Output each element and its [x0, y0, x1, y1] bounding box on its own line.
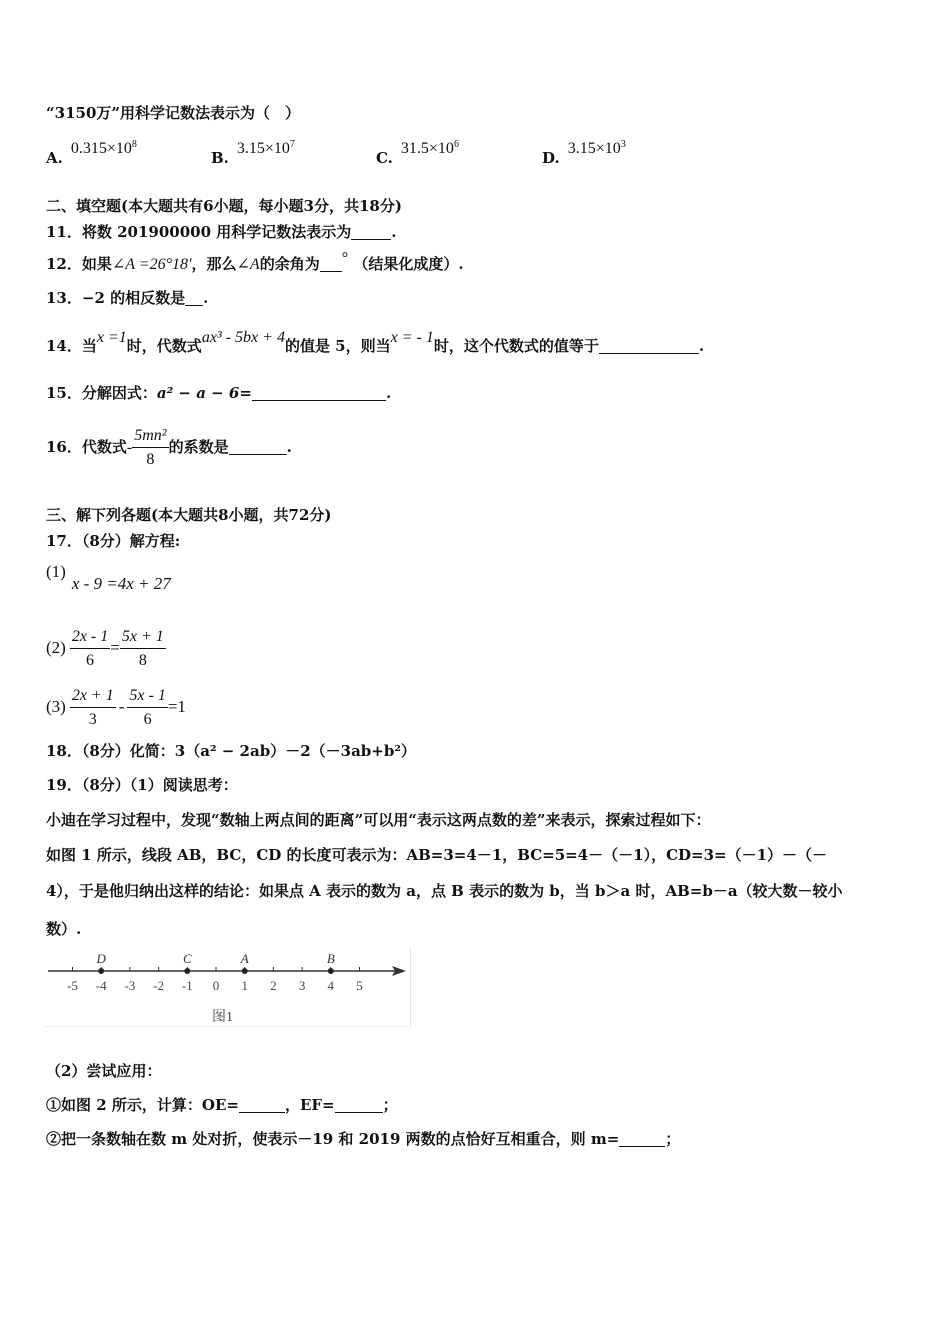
point-label-c: C — [182, 951, 192, 966]
numerator: 2x + 1 — [70, 686, 116, 708]
point-dot-c — [184, 968, 190, 974]
answer-blank[interactable] — [252, 385, 386, 401]
point-label-d: D — [96, 951, 106, 966]
equation-label: (1) — [46, 562, 66, 581]
tick-label: -5 — [67, 978, 78, 993]
question-end: . — [203, 289, 209, 307]
tick-label: 5 — [356, 978, 363, 993]
tick-label: 4 — [327, 978, 335, 993]
equation-label: (3) — [46, 697, 66, 716]
question-text: 的值是 5，则当 — [284, 337, 391, 355]
tick-label: 2 — [270, 978, 277, 993]
figure-caption: 图1 — [212, 1010, 233, 1025]
question-end: ； — [665, 1130, 681, 1148]
question-text: 时，代数式 — [126, 337, 202, 355]
option-b[interactable] — [211, 139, 295, 168]
question-12 — [46, 250, 464, 275]
question-17-head: 17．（8分）解方程: — [46, 532, 181, 550]
question-end: . — [385, 384, 392, 402]
question-14 — [46, 329, 705, 357]
math-expr: x = - 1 — [390, 329, 434, 346]
option-label: D. — [542, 149, 560, 167]
question-text: 将数 201900000 用科学记数法表示为 — [81, 223, 352, 241]
fraction — [132, 426, 168, 470]
math-angle: ∠A — [236, 256, 260, 273]
question-text: ②把一条数轴在数 m 处对折，使表示－19 和 2019 两数的点恰好互相重合，则 m= — [46, 1130, 620, 1148]
question-18: 18．（8分）化简：3（a² − 2ab）－2（－3ab+b²） — [46, 742, 416, 760]
paragraph-line: 如图 1 所示，线段 AB，BC，CD 的长度可表示为：AB=3=4－1，BC=5=4－（－1），CD=3=（－1）－（－ — [46, 846, 828, 864]
numerator: 5mn² — [132, 426, 168, 448]
question-19-item1 — [46, 1095, 398, 1115]
question-end: . — [391, 223, 397, 241]
option-value: 31.5×10 — [400, 140, 454, 157]
question-text: ，那么 — [191, 255, 237, 273]
option-c[interactable] — [376, 139, 459, 168]
math-angle: ∠A =26°18′ — [111, 256, 192, 273]
question-text: 的系数是 — [168, 438, 229, 456]
option-exponent: 3 — [620, 139, 626, 150]
minus-sign: - — [118, 697, 125, 716]
question-text: 如果 — [81, 255, 112, 273]
question-number: 14． — [46, 337, 82, 355]
denominator: 8 — [146, 451, 155, 468]
answer-blank[interactable] — [229, 439, 287, 455]
fraction — [70, 627, 110, 671]
question-19-part2: （2）尝试应用： — [46, 1062, 162, 1080]
math-expr: x =1 — [96, 329, 127, 346]
question-end: . — [698, 337, 705, 355]
minus-sign: - — [126, 439, 133, 456]
denominator: 6 — [86, 652, 95, 670]
numerator: 5x + 1 — [120, 627, 166, 649]
equation-1 — [46, 562, 171, 593]
numerator: 5x - 1 — [127, 686, 167, 708]
tick-label: -4 — [95, 978, 107, 993]
answer-blank[interactable] — [619, 1131, 665, 1147]
question-19-item2 — [46, 1129, 680, 1149]
option-label: C. — [376, 149, 393, 167]
fraction — [127, 686, 167, 730]
question-text: ①如图 2 所示，计算：OE= — [46, 1096, 239, 1114]
figure-1 — [44, 946, 411, 1027]
tick-label: -1 — [181, 978, 193, 993]
degree-sign: ° — [341, 250, 349, 267]
tick-label: -3 — [124, 978, 136, 993]
denominator: 3 — [88, 711, 97, 729]
denominator: 6 — [143, 711, 152, 729]
answer-blank[interactable] — [351, 224, 391, 240]
question-text: 当 — [81, 337, 97, 355]
answer-blank[interactable] — [185, 290, 203, 306]
point-dot-a — [242, 968, 248, 974]
question-text: 代数式 — [81, 438, 127, 456]
question-end: . — [286, 438, 292, 456]
denominator: 8 — [138, 652, 147, 670]
question-end: ； — [382, 1096, 398, 1114]
question-13 — [46, 288, 208, 308]
option-label: B. — [211, 149, 229, 167]
point-dot-d — [98, 968, 104, 974]
question-text: 分解因式： — [81, 384, 157, 402]
option-value: 3.15×10 — [567, 140, 621, 157]
math-expr: ax³ - 5bx + 4 — [201, 329, 285, 346]
tick-label: 1 — [241, 978, 248, 993]
option-exponent: 7 — [289, 139, 295, 150]
tick-label: 3 — [298, 978, 306, 993]
option-value: 0.315×10 — [70, 140, 132, 157]
question-19-head: 19．（8分）（1）阅读思考： — [46, 776, 238, 794]
question-text: 的余角为 — [259, 255, 320, 273]
equation-2 — [46, 624, 166, 672]
question-number: 12． — [46, 255, 82, 273]
equation-3 — [46, 683, 186, 731]
question-15 — [46, 383, 391, 403]
question-number: 15． — [46, 384, 82, 402]
equals-sign: = — [110, 638, 120, 657]
answer-blank[interactable] — [599, 338, 699, 354]
question-11 — [46, 222, 397, 242]
paragraph-line: 小迪在学习过程中，发现“数轴上两点间的距离”可以用“表示这两点数的差”来表示，探索过程如下： — [46, 811, 711, 829]
question-number: 16． — [46, 438, 82, 456]
paragraph-line: 数）. — [46, 920, 82, 938]
question-text: −2 的相反数是 — [81, 289, 186, 307]
paragraph-line: 4），于是他归纳出这样的结论：如果点 A 表示的数为 a，点 B 表示的数为 b，当 b＞a 时，AB=b－a（较大数－较小 — [46, 882, 843, 900]
question-stem: “3150万”用科学记数法表示为（ ） — [46, 104, 301, 122]
fraction — [120, 627, 166, 671]
option-exponent: 6 — [453, 139, 459, 150]
option-a[interactable] — [46, 139, 137, 168]
option-value: 3.15×10 — [236, 140, 290, 157]
tick-label: 0 — [212, 978, 220, 993]
equation-rhs: =1 — [167, 697, 186, 716]
math-expr: a² − a − 6= — [156, 384, 252, 402]
section-heading: 三、解下列各题(本大题共8小题，共72分) — [46, 506, 332, 524]
question-end: （结果化成度）. — [353, 255, 464, 273]
numerator: 2x - 1 — [70, 627, 110, 649]
tick-label: -2 — [153, 978, 165, 993]
answer-blank[interactable] — [320, 256, 342, 272]
option-label: A. — [46, 149, 63, 167]
question-16 — [46, 424, 292, 471]
option-exponent: 8 — [131, 139, 137, 150]
number-line-svg — [44, 946, 410, 1026]
question-number: 11． — [46, 223, 82, 241]
point-dot-b — [328, 968, 334, 974]
point-label-a: A — [240, 951, 249, 966]
equation-label: (2) — [46, 638, 66, 657]
answer-blank[interactable] — [335, 1097, 383, 1113]
answer-blank[interactable] — [239, 1097, 285, 1113]
section-heading: 二、填空题(本大题共有6小题，每小题3分，共18分) — [46, 197, 402, 215]
question-text: 时，这个代数式的值等于 — [433, 337, 599, 355]
question-text: ，EF= — [284, 1096, 335, 1114]
fraction — [70, 686, 116, 730]
equation-text: x - 9 =4x + 27 — [71, 574, 171, 593]
point-label-b: B — [326, 951, 335, 966]
question-number: 13． — [46, 289, 82, 307]
option-d[interactable] — [542, 139, 626, 168]
